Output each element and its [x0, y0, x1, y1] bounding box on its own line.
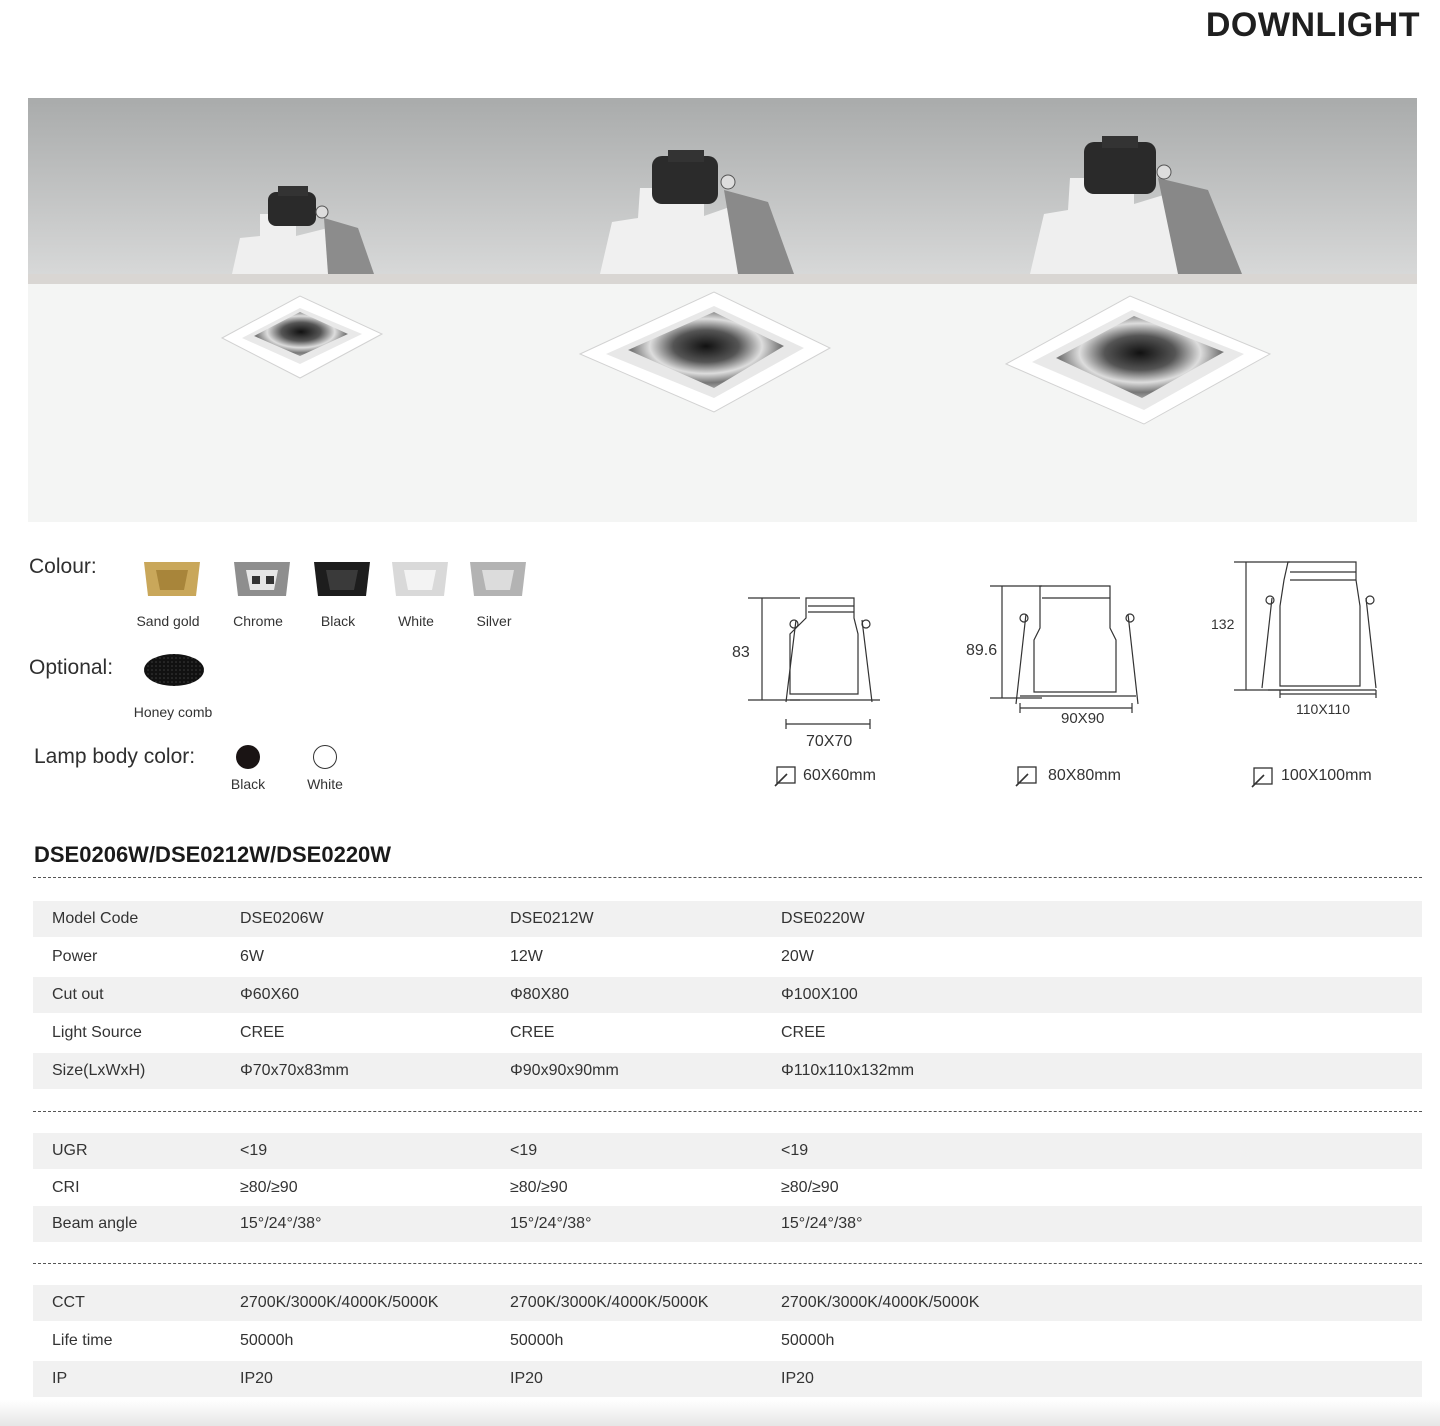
spec-value: IP20 [781, 1370, 814, 1387]
spec-row-cri [33, 1170, 1422, 1206]
spec-value: <19 [781, 1142, 809, 1159]
spec-row-cct [33, 1285, 1422, 1321]
swatch-caption-white: White [398, 613, 434, 629]
spec-value: Φ80X80 [510, 986, 570, 1003]
spec-label: Light Source [52, 1024, 142, 1041]
spec-row-cut-out [33, 977, 1422, 1013]
silver-trim-icon [470, 562, 526, 596]
cutout-icon [1014, 766, 1038, 788]
honeycomb-caption: Honey comb [133, 704, 213, 720]
spec-row-life-time [33, 1323, 1422, 1359]
spec-value: 2700K/3000K/4000K/5000K [781, 1294, 980, 1311]
spec-label: IP [52, 1370, 68, 1387]
spec-value: DSE0206W [240, 910, 324, 927]
spec-label: UGR [52, 1142, 88, 1159]
spec-value: 6W [240, 948, 264, 965]
section-divider [33, 877, 1422, 878]
colour-label: Colour: [29, 555, 97, 578]
spec-value: 15°/24°/38° [240, 1215, 322, 1232]
spec-value: Φ110x110x132mm [781, 1062, 915, 1079]
spec-value: <19 [240, 1142, 268, 1159]
colour-swatch-images [140, 556, 530, 602]
drawing-medium-height: 89.6 [966, 642, 998, 659]
spec-row-beam-angle [33, 1206, 1422, 1242]
spec-label: Power [52, 948, 98, 965]
cutout-icon [1250, 767, 1274, 789]
drawing-medium [990, 586, 1138, 713]
swatch-caption-chrome: Chrome [233, 613, 283, 629]
spec-label: CRI [52, 1179, 80, 1196]
spec-row-size [33, 1053, 1422, 1089]
spec-label: CCT [52, 1294, 85, 1311]
spec-value: ≥80/≥90 [781, 1179, 839, 1196]
spec-label: Size(LxWxH) [52, 1062, 146, 1079]
spec-value: CREE [510, 1024, 555, 1041]
drawing-medium-width: 90X90 [1061, 710, 1105, 727]
product-hero-image [28, 98, 1417, 522]
spec-value: 15°/24°/38° [510, 1215, 592, 1232]
spec-value: Φ60X60 [240, 986, 300, 1003]
lamp-body-color-dots [234, 744, 340, 772]
spec-value: 2700K/3000K/4000K/5000K [510, 1294, 709, 1311]
swatch-caption-silver: Silver [476, 613, 512, 629]
lamp-body-caption-white: White [307, 776, 343, 792]
spec-value: DSE0220W [781, 910, 865, 927]
lamp-body-color-label: Lamp body color: [34, 745, 196, 768]
black-color-dot [236, 745, 260, 769]
cutout-icon [773, 766, 797, 788]
spec-value: 2700K/3000K/4000K/5000K [240, 1294, 439, 1311]
cutout-label-large: 100X100mm [1281, 767, 1372, 784]
white-trim-icon [392, 562, 448, 596]
black-trim-icon [314, 562, 370, 596]
lamp-body-caption-black: Black [230, 776, 266, 792]
spec-row-light-source [33, 1015, 1422, 1051]
spec-label: Life time [52, 1332, 113, 1349]
spec-value: CREE [240, 1024, 285, 1041]
section-divider [33, 1263, 1422, 1264]
spec-value: Φ90x90x90mm [510, 1062, 619, 1079]
spec-value: 50000h [781, 1332, 835, 1349]
spec-row-power [33, 939, 1422, 975]
drawing-small [748, 598, 880, 729]
spec-value: CREE [781, 1024, 826, 1041]
cutout-label-small: 60X60mm [803, 767, 876, 784]
sand-gold-trim-icon [144, 562, 200, 596]
spec-value: 50000h [240, 1332, 294, 1349]
spec-label: Beam angle [52, 1215, 138, 1232]
spec-value: 50000h [510, 1332, 564, 1349]
spec-value: ≥80/≥90 [510, 1179, 568, 1196]
spec-value: 12W [510, 948, 543, 965]
spec-row-model-code [33, 901, 1422, 937]
spec-label: Cut out [52, 986, 104, 1003]
spec-value: DSE0212W [510, 910, 594, 927]
drawing-large-height: 132 [1211, 616, 1235, 632]
drawing-large [1234, 562, 1376, 698]
dimension-drawings [720, 550, 1420, 760]
swatch-caption-black: Black [320, 613, 356, 629]
spec-value: 20W [781, 948, 814, 965]
page-title: DOWNLIGHT [1205, 6, 1420, 44]
spec-value: IP20 [510, 1370, 543, 1387]
spec-label: Model Code [52, 910, 139, 927]
cutout-label-medium: 80X80mm [1048, 767, 1121, 784]
spec-value: IP20 [240, 1370, 273, 1387]
spec-value: 15°/24°/38° [781, 1215, 863, 1232]
spec-heading: DSE0206W/DSE0212W/DSE0220W [34, 842, 392, 867]
swatch-caption-sand-gold: Sand gold [136, 613, 200, 629]
spec-value: Φ70x70x83mm [240, 1062, 349, 1079]
drawing-large-width: 110X110 [1296, 701, 1350, 717]
spec-row-ip [33, 1361, 1422, 1397]
chrome-trim-icon [234, 562, 290, 596]
white-color-dot [314, 746, 337, 769]
spec-row-ugr [33, 1133, 1422, 1169]
spec-value: <19 [510, 1142, 538, 1159]
spec-value: Φ100X100 [781, 986, 858, 1003]
optional-label: Optional: [29, 656, 114, 679]
honeycomb-icon [142, 652, 206, 688]
spec-value: ≥80/≥90 [240, 1179, 298, 1196]
section-divider [33, 1111, 1422, 1112]
drawing-small-width: 70X70 [806, 733, 853, 750]
page-footer-band [0, 1400, 1440, 1426]
drawing-small-height: 83 [732, 644, 750, 661]
